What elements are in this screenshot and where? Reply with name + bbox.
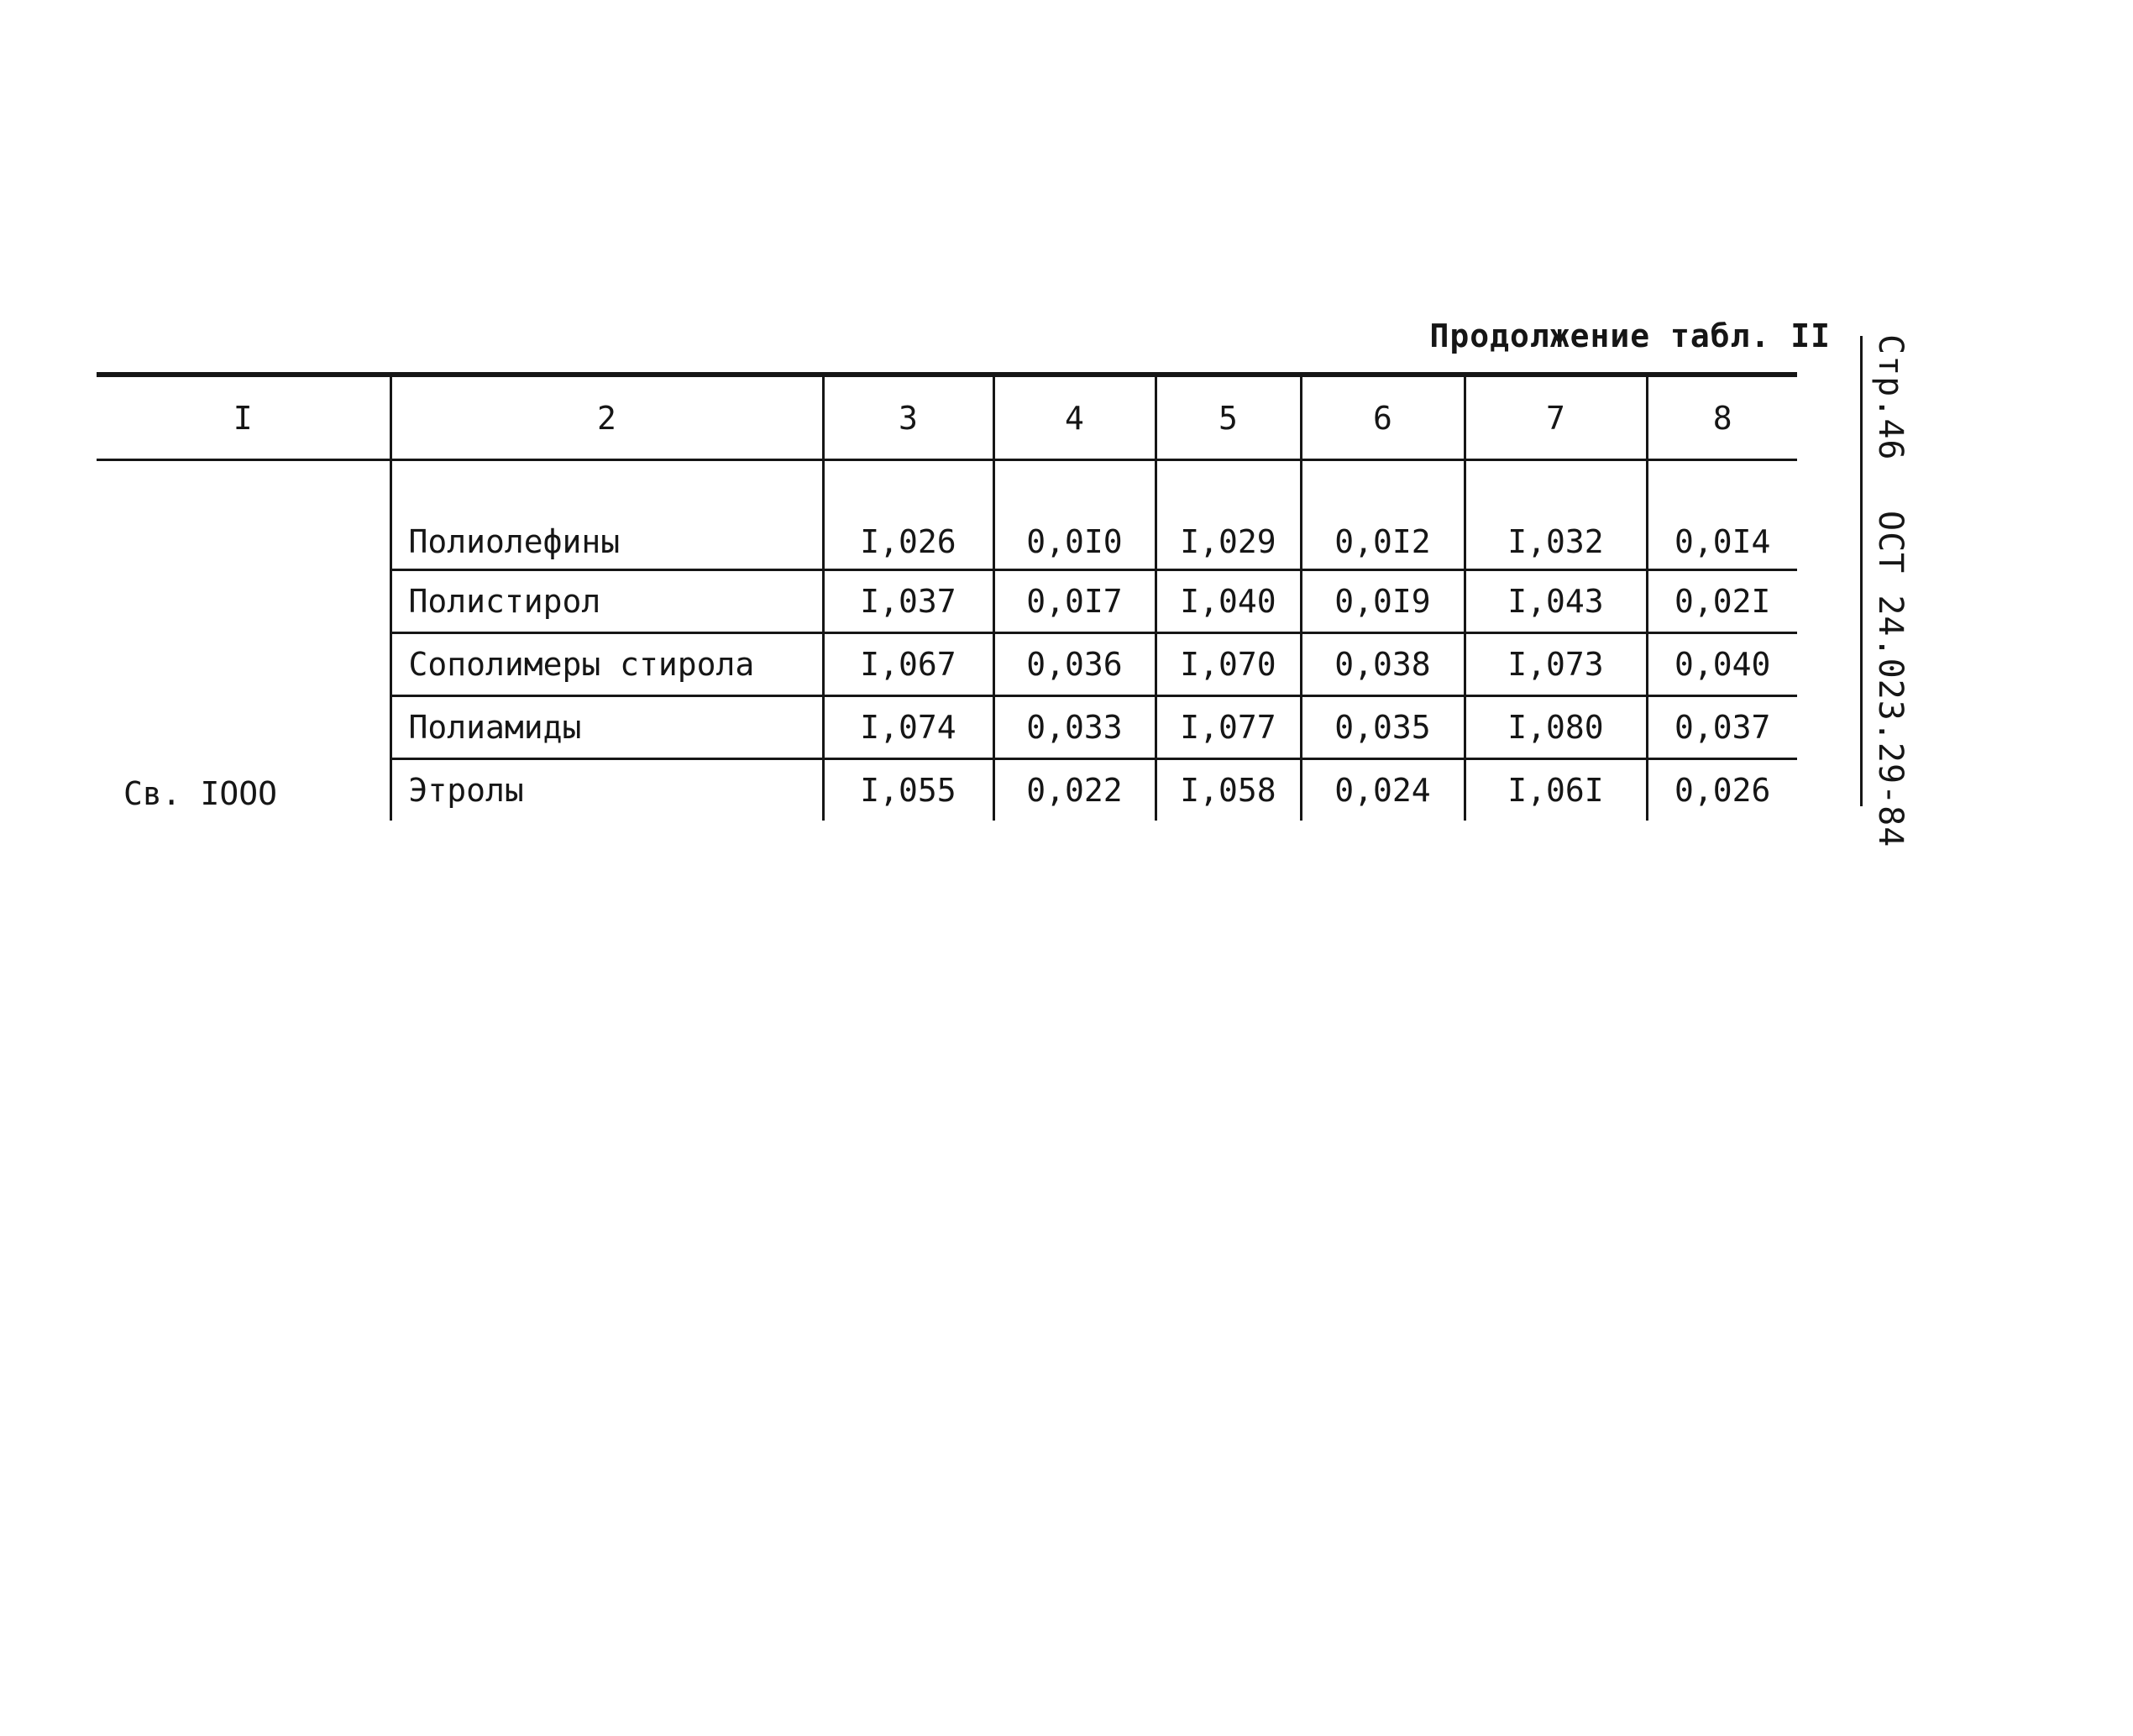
- value-cell: I,032: [1465, 460, 1647, 570]
- material-cell: Полистирол: [390, 570, 823, 633]
- value-cell: I,055: [823, 759, 993, 821]
- value-cell: 0,026: [1647, 759, 1797, 821]
- value-cell: 0,022: [993, 759, 1156, 821]
- side-code-rule: [1860, 336, 1863, 806]
- column-header: 4: [993, 375, 1156, 460]
- material-cell: Этролы: [390, 759, 823, 821]
- value-cell: 0,024: [1301, 759, 1465, 821]
- value-cell: 0,0I4: [1647, 460, 1797, 570]
- value-cell: 0,0I7: [993, 570, 1156, 633]
- value-cell: 0,037: [1647, 696, 1797, 759]
- value-cell: 0,033: [993, 696, 1156, 759]
- column-header: 7: [1465, 375, 1647, 460]
- value-cell: I,067: [823, 633, 993, 696]
- value-cell: 0,036: [993, 633, 1156, 696]
- value-cell: I,070: [1156, 633, 1301, 696]
- value-cell: I,043: [1465, 570, 1647, 633]
- value-cell: I,029: [1156, 460, 1301, 570]
- value-cell: I,040: [1156, 570, 1301, 633]
- column-header: 8: [1647, 375, 1797, 460]
- value-cell: I,026: [823, 460, 993, 570]
- value-cell: I,074: [823, 696, 993, 759]
- column-header: 3: [823, 375, 993, 460]
- value-cell: I,080: [1465, 696, 1647, 759]
- value-cell: 0,0I2: [1301, 460, 1465, 570]
- table-caption: Продолжение табл. II: [1429, 317, 1831, 354]
- value-cell: I,06I: [1465, 759, 1647, 821]
- value-cell: I,058: [1156, 759, 1301, 821]
- value-cell: I,037: [823, 570, 993, 633]
- value-cell: I,073: [1465, 633, 1647, 696]
- table-row: [97, 460, 1797, 570]
- column-header: 2: [390, 375, 823, 460]
- group-label: Св. IOOO: [123, 775, 278, 812]
- value-cell: 0,040: [1647, 633, 1797, 696]
- value-cell: 0,035: [1301, 696, 1465, 759]
- side-code: [1871, 334, 1910, 847]
- value-cell: 0,0I9: [1301, 570, 1465, 633]
- header-row: [97, 375, 1797, 460]
- column-header: I: [97, 375, 390, 460]
- column-header: 5: [1156, 375, 1301, 460]
- value-cell: 0,038: [1301, 633, 1465, 696]
- value-cell: 0,02I: [1647, 570, 1797, 633]
- standard-number: ОСТ 24.023.29-84: [1871, 510, 1910, 847]
- value-cell: I,077: [1156, 696, 1301, 759]
- data-table: [97, 372, 1797, 821]
- material-cell: Сополимеры стирола: [390, 633, 823, 696]
- column-header: 6: [1301, 375, 1465, 460]
- material-cell: Полиолефины: [390, 460, 823, 570]
- value-cell: 0,0I0: [993, 460, 1156, 570]
- material-cell: Полиамиды: [390, 696, 823, 759]
- page-number: Стр.46: [1871, 334, 1910, 461]
